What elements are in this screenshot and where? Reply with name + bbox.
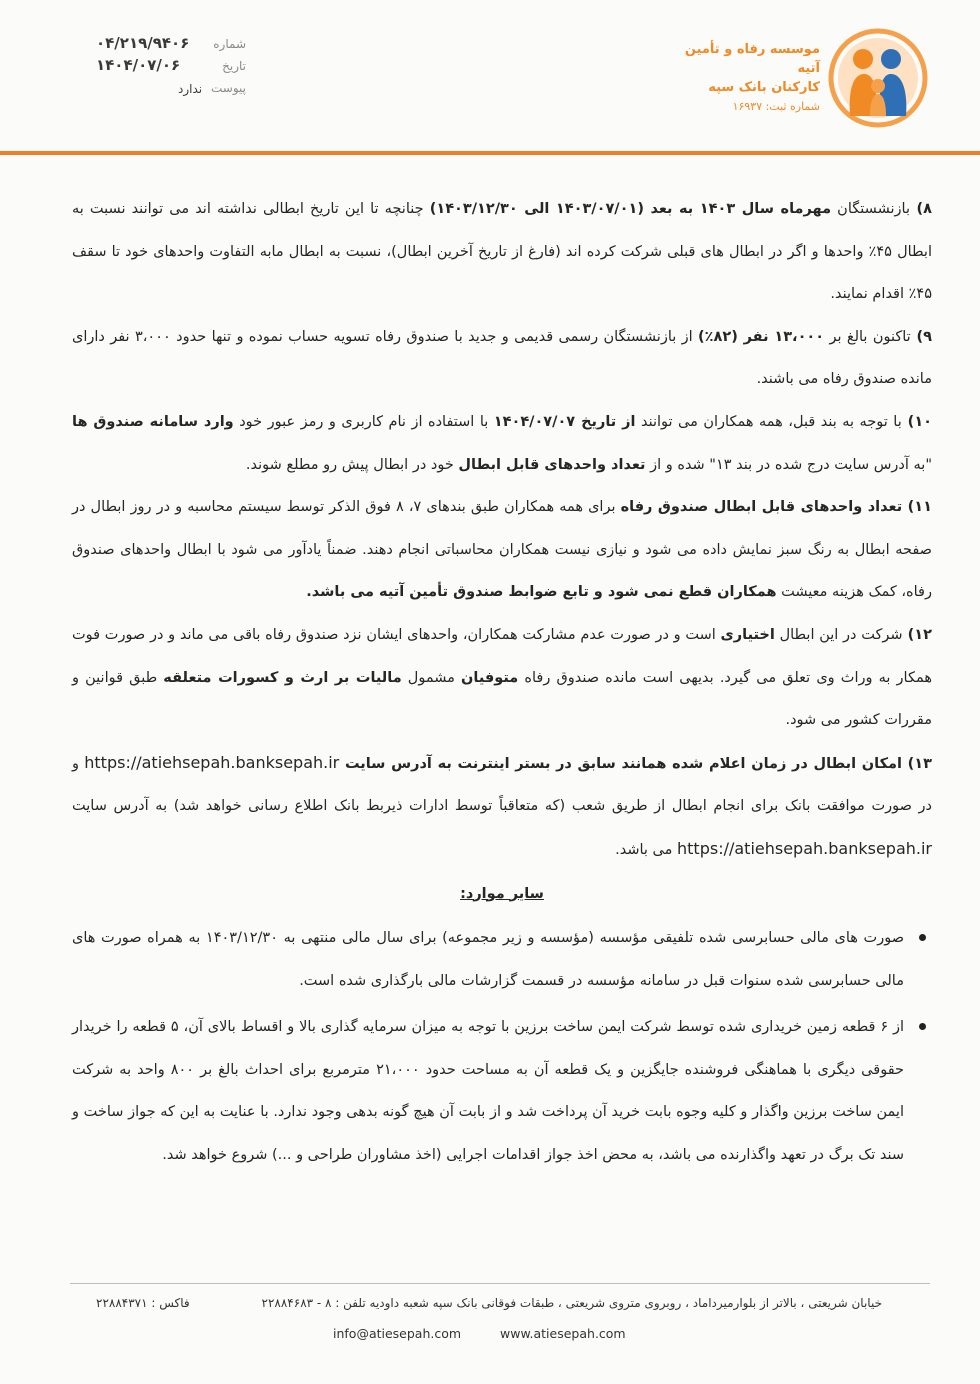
item-number: ۹)	[910, 328, 933, 345]
org-name-line2: کارکنان بانک سپه	[708, 80, 820, 95]
other-items-title: سایر موارد:	[460, 885, 544, 902]
item-number: ۱۱)	[902, 499, 932, 516]
org-registration: شماره ثبت: ۱۶۹۳۷	[732, 100, 820, 113]
paragraph-text: طبق قوانین و مقررات کشور می شود.	[72, 669, 932, 729]
paragraph-text: بازنشستگان	[831, 201, 910, 217]
paragraph-text: چنانچه تا این تاریخ ابطالی نداشته اند می توانند نسبت به ابطال ۴۵٪ واحدها و اگر در ابطال های قبلی شرکت کرده اند (فارغ از تاریخ آخرین ابطال)، نسبت به ابطال مابه التفاوت واحدهای خود تا سقف ۴۵٪ اقدام نمایند.	[72, 201, 932, 303]
paragraph-text: خود در ابطال پیش رو مطلع شوند.	[245, 456, 459, 473]
bold-text: مالیات بر ارث و کسورات متعلقه	[163, 669, 402, 686]
org-name-line1: موسسه رفاه و تأمین آتیه	[684, 42, 820, 76]
paragraph-13	[72, 742, 932, 872]
paragraph-text: مشمول	[401, 669, 462, 686]
item-number: ۸)	[910, 201, 933, 217]
list-item	[72, 917, 904, 1002]
footer-email[interactable]: info@atiesepah.com	[333, 1326, 462, 1341]
attachment-label: پیوست	[211, 81, 246, 95]
paragraph-text: از بازنشستگان رسمی قدیمی و جدید با صندوق رفاه تسویه حساب نموده و تنها حدود ۳،۰۰۰ نفر دارای مانده صندوق رفاه می باشند.	[72, 328, 932, 388]
paragraph-10	[72, 401, 932, 486]
bold-text: متوفیان	[461, 669, 519, 686]
website-link[interactable]: https://atiehsepah.banksepah.ir	[677, 838, 932, 858]
header-divider	[0, 151, 980, 155]
bold-text: اختیاری	[720, 626, 775, 643]
footer-divider	[70, 1283, 930, 1284]
list-item-text: صورت های مالی حسابرسی شده تلفیقی مؤسسه (مؤسسه و زیر مجموعه) برای سال مالی منتهی به ۱۴۰۳/۱۲/۳۰ به همراه صورت های مالی حسابرسی شده سنوات قبل در سامانه مؤسسه در قسمت گزارشات مالی بارگذاری شده است.	[72, 930, 905, 989]
paragraph-text: با توجه به بند قبل، همه همکاران می توانند	[635, 413, 902, 430]
bold-text: از تاریخ ۱۴۰۴/۰۷/۰۷	[493, 413, 636, 430]
organization-name	[660, 40, 820, 116]
paragraph-text: می باشد.	[615, 841, 678, 858]
date-label: تاریخ	[222, 59, 246, 73]
letter-number: ۰۴/۲۱۹/۹۴۰۶	[96, 34, 190, 52]
bold-text: امکان ابطال در زمان اعلام شده همانند سابق در بستر اینترنت به آدرس سایت	[339, 755, 902, 772]
paragraph-8	[72, 188, 932, 316]
attachment-value: ندارد	[178, 82, 203, 96]
list-item-text: از ۶ قطعه زمین خریداری شده توسط شرکت ایمن ساخت برزین با توجه به میزان سرمایه گذاری بالا و اقساط بالای آن، ۵ قطعه را خریدار حقوقی دیگری با هماهنگی فروشنده جایگزین و یک قطعه آن به مساحت حدود ۲۱،۰۰۰ مترمربع برای احداث بالغ بر ۸۰۰ واحد به شرکت ایمن ساخت برزین واگذار و کلیه وجوه بابت خرید آن پرداخت شد و از بابت آن هیچ گونه بدهی وجود ندارد. با عنایت به این که جواز ساخت و سند تک برگ در تعهد واگذارنده می باشد، به محض اخذ جواز اقدامات اجرایی (اخذ مشاوران طراحی و ...) شروع خواهد شد.	[72, 1019, 905, 1164]
paragraph-text: با استفاده از نام کاربری و رمز عبور خود	[233, 413, 494, 430]
item-number: ۱۰)	[901, 413, 933, 430]
paragraph-11	[72, 486, 932, 614]
paragraph-text: برای همه همکاران طبق بندهای ۷، ۸ فوق الذکر توسط سیستم محاسبه و در روز ابطال در صفحه ابطال به رنگ سبز نمایش داده می شود و نیازی نیست همکاران محاسباتی انجام دهند. ضمناً یادآور می شود با ابطال واحدهای صندوق رفاه، کمک هزینه معیشت	[72, 499, 932, 601]
bold-text: تعداد واحدهای قابل ابطال	[458, 456, 646, 473]
bold-text: ۱۳،۰۰۰ نفر (۸۲٪)	[698, 328, 825, 345]
paragraph-text: شرکت در این ابطال	[774, 626, 903, 643]
paragraph-text: و در صورت موافقت بانک برای انجام ابطال از طریق شعب (که متعاقباً توسط ادارات ذیربط بانک اطلاع رسانی خواهد شد) به آدرس سایت	[72, 755, 932, 815]
item-number: ۱۲)	[902, 626, 932, 643]
bold-text: وارد سامانه صندوق ها	[72, 413, 234, 430]
letter-date: ۱۴۰۴/۰۷/۰۶	[96, 56, 181, 74]
paragraph-9	[72, 316, 932, 401]
bold-text: تعداد واحدهای قابل ابطال صندوق رفاه	[620, 499, 903, 516]
bold-text: مهرماه سال ۱۴۰۳ به بعد (۱۴۰۳/۰۷/۰۱ الی ۱۴۰۳/۱۲/۳۰)	[429, 201, 832, 217]
letter-body	[72, 188, 932, 1177]
paragraph-text: است و در صورت عدم مشارکت همکاران، واحدهای ایشان نزد صندوق رفاه باقی می ماند و در صورت فوت همکار به وراث وی تعلق می گیرد. بدیهی است مانده صندوق رفاه	[72, 626, 932, 686]
footer-website[interactable]: www.atiesepah.com	[500, 1326, 626, 1341]
bullet-icon	[919, 1023, 926, 1030]
section-title	[72, 873, 932, 916]
number-label: شماره	[213, 37, 246, 51]
item-number: ۱۳)	[901, 755, 932, 772]
letter-meta	[96, 34, 246, 100]
bold-text: همکاران قطع نمی شود و تابع ضوابط صندوق تأمین آتیه می باشد.	[306, 584, 777, 601]
footer-address: خیابان شریعتی ، بالاتر از بلوارمیرداماد ، روبروی متروی شریعتی ، طبقات فوقانی بانک سپه شعبه داودیه تلفن : ۸ - ۲۲۸۸۴۶۸۳	[261, 1296, 882, 1310]
list-item	[72, 1006, 904, 1176]
paragraph-text: "به آدرس سایت درج شده در بند ۱۳" شده و از	[645, 456, 932, 473]
logo-icon	[828, 26, 928, 130]
bullet-list	[72, 917, 932, 1177]
bullet-icon	[919, 934, 926, 941]
paragraph-12	[72, 614, 932, 742]
paragraph-text: تاکنون بالغ بر	[824, 328, 911, 345]
footer-fax: فاکس : ۲۲۸۸۴۳۷۱	[96, 1296, 190, 1310]
website-link[interactable]: https://atiehsepah.banksepah.ir	[84, 752, 340, 772]
letter-header	[0, 0, 980, 160]
